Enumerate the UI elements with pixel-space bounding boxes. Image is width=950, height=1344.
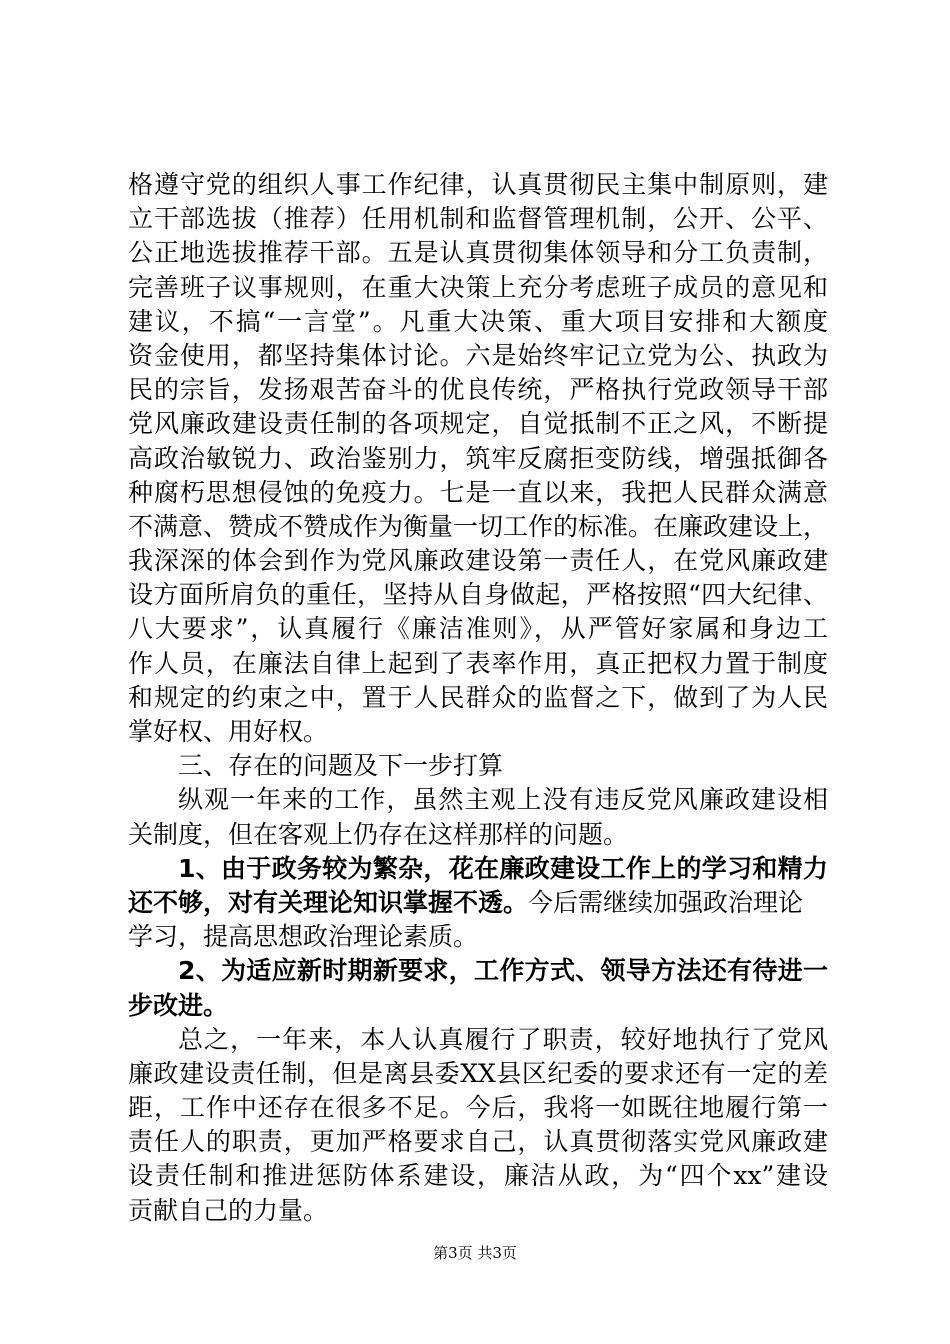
conclusion-line-3: 距，工作中还存在很多不足。今后，我将一如既往地履行第一 <box>128 1093 828 1123</box>
item-2-bold-text-2: 步改进。 <box>128 990 229 1020</box>
paragraph-line: 作人员，在廉法自律上起到了表率作用，真正把权力置于制度 <box>128 648 828 678</box>
item-2-bold-text: 2、为适应新时期新要求，工作方式、领导方法还有待进一 <box>178 956 828 986</box>
item-1-bold-text-2: 还不够，对有关理论知识掌握不透。 <box>128 887 529 917</box>
item-2-line-2 <box>128 989 828 1023</box>
paragraph-line: 八大要求”，认真履行《廉洁准则》，从严管好家属和身边工 <box>128 614 828 644</box>
paragraph-line: 掌好权、用好权。 <box>128 717 329 746</box>
paragraph-line: 资金使用，都坚持集体讨论。六是始终牢记立党为公、执政为 <box>128 340 828 370</box>
paragraph-line: 立干部选拔（推荐）任用机制和监督管理机制，公开、公平、 <box>128 204 828 234</box>
paragraph-line: 设方面所肩负的重任，坚持从自身做起，严格按照“四大纪律、 <box>128 580 828 610</box>
item-1-line-1 <box>128 852 828 886</box>
paragraph-line: 党风廉政建设责任制的各项规定，自觉抵制不正之风，不断提 <box>128 409 828 439</box>
paragraph-line: 不满意、赞成不赞成作为衡量一切工作的标准。在廉政建设上， <box>128 511 829 541</box>
item-1-bold-text: 1、由于政务较为繁杂，花在廉政建设工作上的学习和精力 <box>178 853 828 883</box>
item-1-line-2 <box>128 886 828 920</box>
paragraph-line: 格遵守党的组织人事工作纪律，认真贯彻民主集中制原则，建 <box>128 170 828 199</box>
paragraph-line: 公正地选拔推荐干部。五是认真贯彻集体领导和分工负责制， <box>128 238 828 268</box>
document-body <box>128 168 828 1228</box>
paragraph-line: 和规定的约束之中，置于人民群众的监督之下，做到了为人民 <box>128 682 828 712</box>
paragraph-line: 高政治敏锐力、政治鉴别力，筑牢反腐拒变防线，增强抵御各 <box>128 443 828 473</box>
section-heading: 三、存在的问题及下一步打算 <box>178 751 504 781</box>
paragraph-line: 我深深的体会到作为党风廉政建设第一责任人，在党风廉政建 <box>128 546 828 576</box>
paragraph-line: 建议，不搞“一言堂”。凡重大决策、重大项目安排和大额度 <box>128 306 828 336</box>
paragraph-line: 民的宗旨，发扬艰苦奋斗的优良传统，严格执行党政领导干部 <box>128 375 828 405</box>
conclusion-line-6: 贡献自己的力量。 <box>128 1195 329 1225</box>
conclusion-line-5: 设责任制和推进惩防体系建设，廉洁从政，为“四个xx”建设 <box>128 1161 828 1191</box>
conclusion-line-1: 总之，一年来，本人认真履行了职责，较好地执行了党风 <box>178 1024 828 1054</box>
paragraph-line: 纵观一年来的工作，虽然主观上没有违反党风廉政建设相 <box>178 785 828 815</box>
conclusion-line-4: 责任人的职责，更加严格要求自己，认真贯彻落实党风廉政建 <box>128 1127 828 1157</box>
body-paragraphs <box>128 168 828 852</box>
paragraph-line: 种腐朽思想侵蚀的免疫力。七是一直以来，我把人民群众满意 <box>128 477 828 507</box>
item-2-line-1 <box>128 954 828 988</box>
item-1-normal-text: 今后需继续加强政治理论 <box>528 887 804 917</box>
item-1-line-3: 学习，提高思想政治理论素质。 <box>128 922 479 952</box>
paragraph-line: 完善班子议事规则，在重大决策上充分考虑班子成员的意见和 <box>128 272 828 302</box>
paragraph-line: 关制度，但在客观上仍存在这样那样的问题。 <box>128 819 629 849</box>
conclusion-line-2: 廉政建设责任制，但是离县委XX县区纪委的要求还有一定的差 <box>128 1058 828 1088</box>
page-number-footer: 第3页 共3页 <box>433 1244 517 1262</box>
